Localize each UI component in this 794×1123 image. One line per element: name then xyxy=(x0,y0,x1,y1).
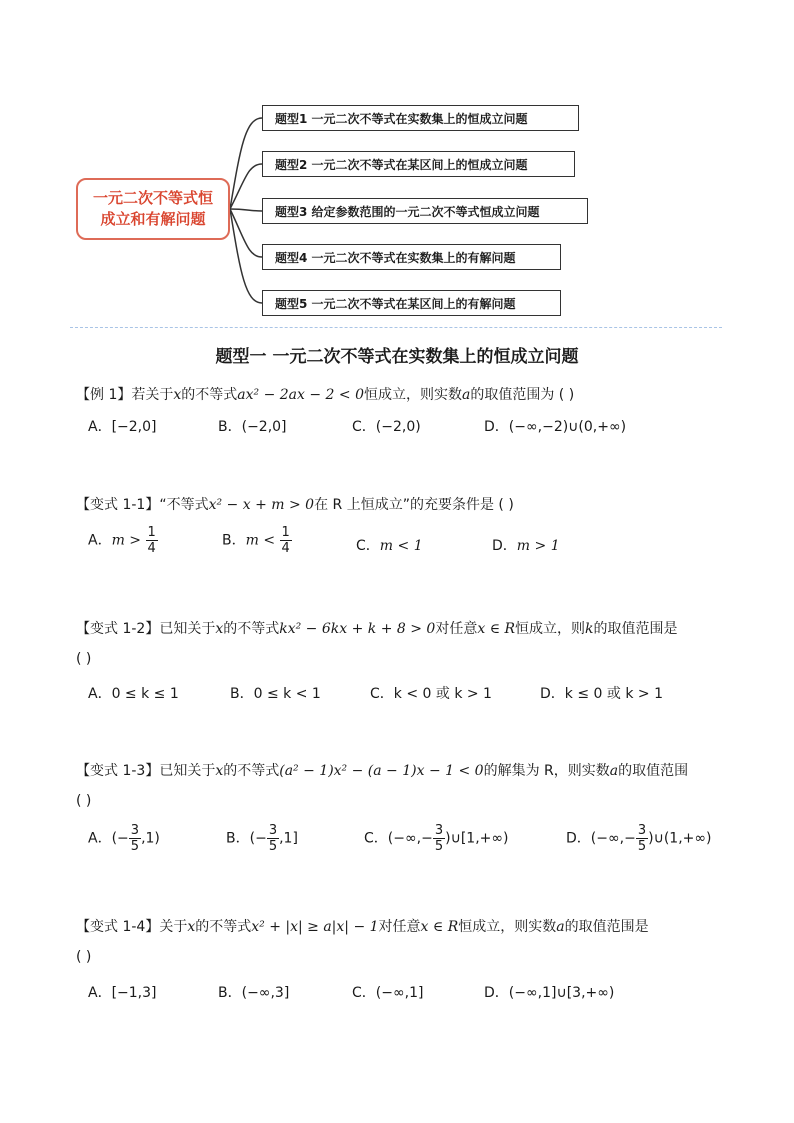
question-tag: 【变式 1-1】 xyxy=(76,497,160,513)
section-divider xyxy=(70,327,722,328)
option-c[interactable]: C．(−2,0) xyxy=(352,419,421,435)
fraction: $\frac{1}{4}$ xyxy=(281,525,290,556)
fraction: $\frac{1}{4}$ xyxy=(147,525,156,556)
branch-2: 题型2 一元二次不等式在某区间上的恒成立问题 xyxy=(262,151,575,177)
question-variant-1-3: 【变式 1-3】已知关于x的不等式(a² − 1)x² − (a − 1)x − 1 < 0的解集为 R，则实数a的取值范围 xyxy=(76,763,689,779)
option-c[interactable]: C．k < 0 或 k > 1 xyxy=(370,686,492,702)
question-tag: 【变式 1-2】 xyxy=(76,621,160,637)
option-d[interactable]: D．m > 1 xyxy=(492,538,560,554)
branch-1: 题型1 一元二次不等式在实数集上的恒成立问题 xyxy=(262,105,579,131)
section-title: 题型一 一元二次不等式在实数集上的恒成立问题 xyxy=(215,347,579,367)
branch-3: 题型3 给定参数范围的一元二次不等式恒成立问题 xyxy=(262,198,588,224)
inequality-expression: kx² − 6kx + k + 8 > 0 xyxy=(279,621,436,637)
inequality-expression: ax² − 2ax − 2 < 0 xyxy=(237,387,364,403)
inequality-expression: x² − x + m > 0 xyxy=(208,497,315,513)
option-d[interactable]: D．(−∞,1]∪[3,+∞) xyxy=(484,985,615,1001)
answer-parentheses: ( ) xyxy=(76,793,92,809)
option-b[interactable]: B．(− $\frac{3}{5}$ ,1] xyxy=(226,823,298,854)
option-a[interactable]: A．(− $\frac{3}{5}$ ,1) xyxy=(88,823,160,854)
option-b[interactable]: B．0 ≤ k < 1 xyxy=(230,686,321,702)
question-variant-1-4: 【变式 1-4】关于x的不等式x² + |x| ≥ a|x| − 1对任意x ∈ R恒成立，则实数a的取值范围是 xyxy=(76,919,649,935)
answer-parentheses: ( ) xyxy=(76,949,92,965)
inequality-expression: (a² − 1)x² − (a − 1)x − 1 < 0 xyxy=(279,763,484,779)
fraction: $\frac{3}{5}$ xyxy=(268,823,278,854)
fraction: $\frac{3}{5}$ xyxy=(637,823,647,854)
option-d[interactable]: D．k ≤ 0 或 k > 1 xyxy=(540,686,663,702)
question-tag: 【变式 1-3】 xyxy=(76,763,160,779)
option-a[interactable]: A．[−1,3] xyxy=(88,985,157,1001)
option-b[interactable]: B．(−∞,3] xyxy=(218,985,290,1001)
question-variant-1-2: 【变式 1-2】已知关于x的不等式kx² − 6kx + k + 8 > 0对任意x ∈ R恒成立，则k的取值范围是 xyxy=(76,621,678,637)
question-example-1: 【例 1】若关于x的不等式ax² − 2ax − 2 < 0恒成立，则实数a的取值范围为 ( ) xyxy=(76,387,575,403)
root-line-1: 一元二次不等式恒 xyxy=(92,189,213,207)
option-d[interactable]: D．(−∞,− $\frac{3}{5}$ )∪(1,+∞) xyxy=(566,823,712,854)
option-b[interactable]: B．(−2,0] xyxy=(218,419,287,435)
question-tag: 【变式 1-4】 xyxy=(76,919,160,935)
option-d[interactable]: D．(−∞,−2)∪(0,+∞) xyxy=(484,419,627,435)
fraction: $\frac{3}{5}$ xyxy=(130,823,140,854)
option-c[interactable]: C．(−∞,− $\frac{3}{5}$ )∪[1,+∞) xyxy=(364,823,509,854)
inequality-expression: x² + |x| ≥ a|x| − 1 xyxy=(251,919,379,935)
mindmap-root xyxy=(76,178,230,240)
question-tag: 【例 1】 xyxy=(76,387,132,403)
question-variant-1-1: 【变式 1-1】“不等式x² − x + m > 0在 R 上恒成立”的充要条件是 ( ) xyxy=(76,497,514,513)
option-c[interactable]: C．(−∞,1] xyxy=(352,985,424,1001)
branch-4: 题型4 一元二次不等式在实数集上的有解问题 xyxy=(262,244,561,270)
option-a[interactable]: A．[−2,0] xyxy=(88,419,157,435)
branch-5: 题型5 一元二次不等式在某区间上的有解问题 xyxy=(262,290,561,316)
option-a[interactable]: A．0 ≤ k ≤ 1 xyxy=(88,686,179,702)
option-a[interactable]: A．m > $\frac{1}{4}$ xyxy=(88,525,156,556)
answer-parentheses: ( ) xyxy=(76,651,92,667)
option-b[interactable]: B．m < $\frac{1}{4}$ xyxy=(222,525,290,556)
option-c[interactable]: C．m < 1 xyxy=(356,538,423,554)
fraction: $\frac{3}{5}$ xyxy=(434,823,444,854)
root-line-2: 成立和有解问题 xyxy=(100,210,206,228)
